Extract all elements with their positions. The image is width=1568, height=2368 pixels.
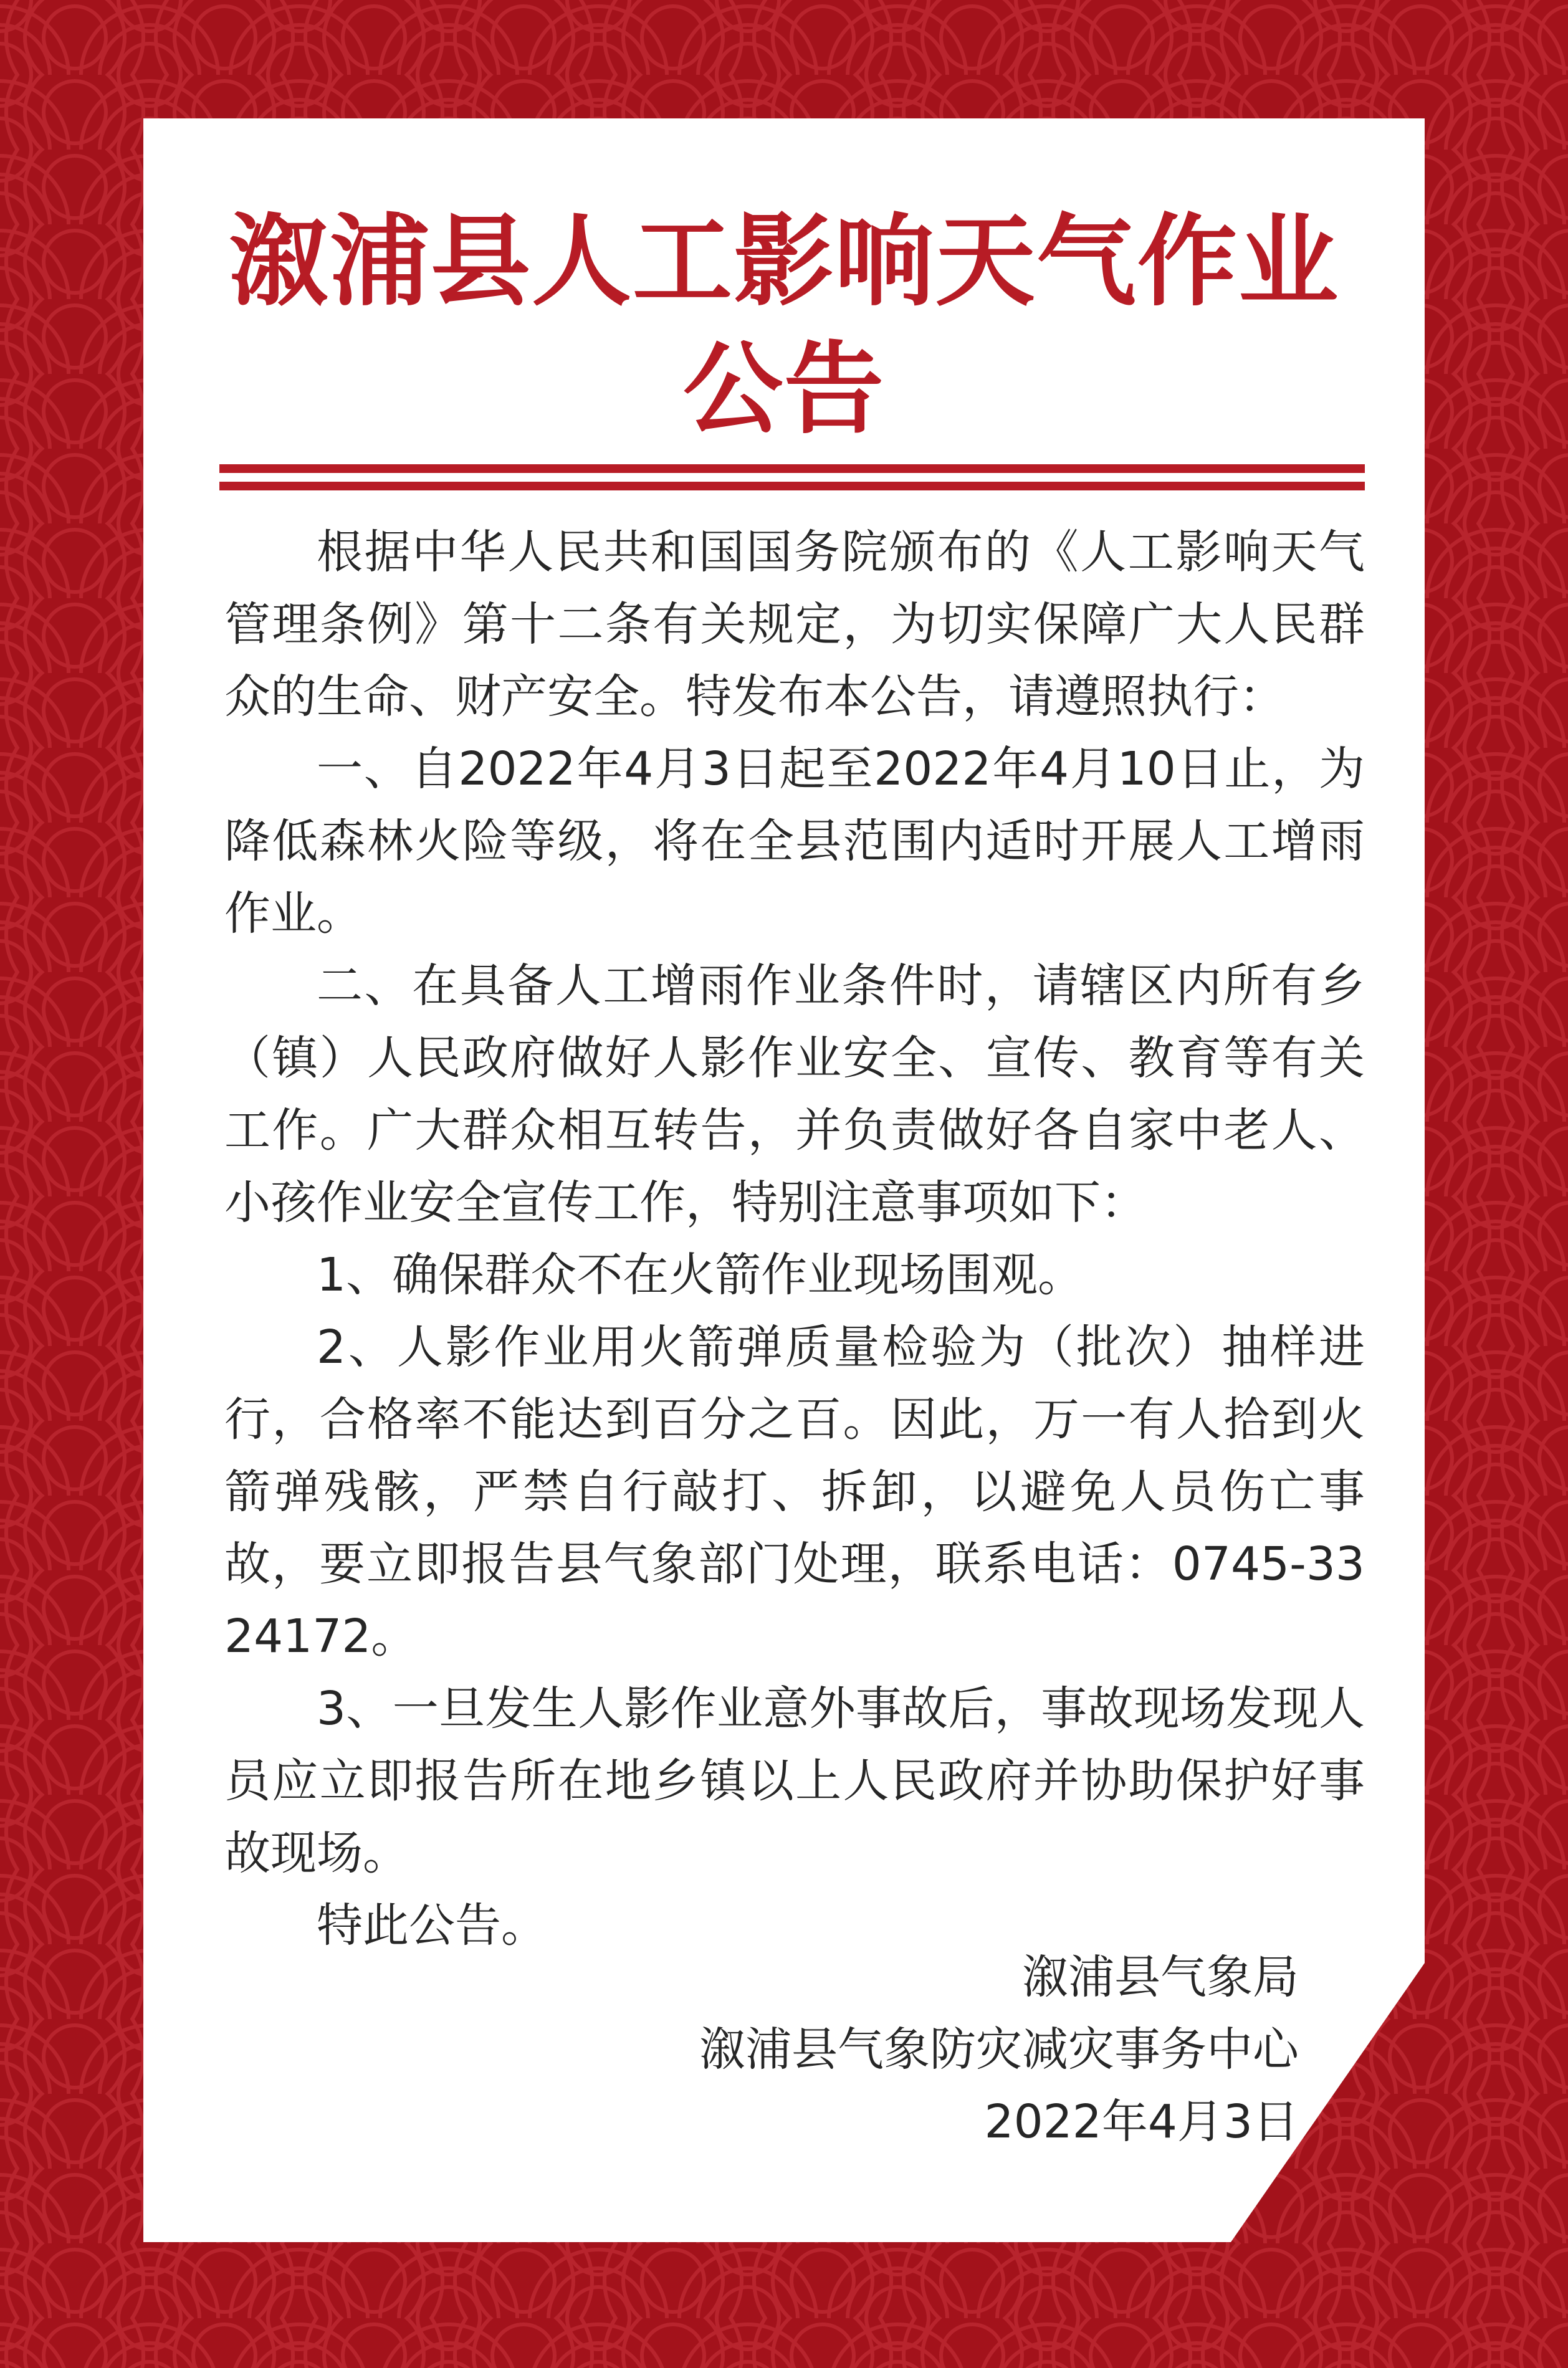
notice-paragraph-intro: 根据中华人民共和国国务院颁布的《人工影响天气管理条例》第十二条有关规定，为切实保障广大人民群众的生命、财产安全。特发布本公告，请遵照执行： xyxy=(224,525,1365,723)
notice-title-line-2: 公告 xyxy=(682,331,885,447)
notice-paragraph-item-1: 一、自2022年4月3日起至2022年4月10日止，为降低森林火险等级，将在全县范围内适时开展人工增雨作业。 xyxy=(224,742,1365,940)
title-divider-bottom xyxy=(219,482,1365,490)
signature-org-2: 溆浦县气象防灾减灾事务中心 xyxy=(699,2023,1299,2076)
notice-paragraph-note-3: 3、一旦发生人影作业意外事故后，事故现场发现人员应立即报告所在地乡镇以上人民政府并协助保护好事故现场。 xyxy=(224,1682,1365,1880)
signature-block xyxy=(699,1941,1299,2158)
notice-closing: 特此公告。 xyxy=(317,1899,547,1952)
notice-title-line-1: 溆浦县人工影响天气作业 xyxy=(228,203,1339,320)
notice-body xyxy=(224,516,1365,1962)
notice-paragraph-item-2: 二、在具备人工增雨作业条件时，请辖区内所有乡（镇）人民政府做好人影作业安全、宣传、教育等有关工作。广大群众相互转告，并负责做好各自家中老人、小孩作业安全宣传工作，特别注意事项如下： xyxy=(224,959,1365,1229)
signature-date: 2022年4月3日 xyxy=(984,2095,1299,2149)
title-divider-top xyxy=(219,464,1365,473)
notice-paragraph-note-1: 1、确保群众不在火箭作业现场围观。 xyxy=(317,1248,1084,1302)
signature-org-1: 溆浦县气象局 xyxy=(1022,1950,1299,2004)
notice-paragraph-note-2: 2、人影作业用火箭弹质量检验为（批次）抽样进行，合格率不能达到百分之百。因此，万一有人拾到火箭弹残骸，严禁自行敲打、拆卸，以避免人员伤亡事故，要立即报告县气象部门处理，联系电话：0745-3324172。 xyxy=(224,1320,1365,1663)
